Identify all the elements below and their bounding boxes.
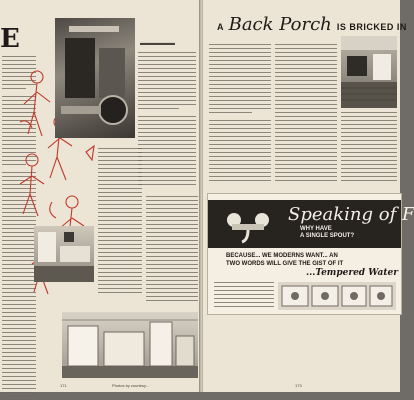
headline-post: IS BRICKED IN xyxy=(336,22,407,32)
left-photo-credit: Photos by courtesy... xyxy=(112,383,150,388)
right-text-column-3 xyxy=(341,112,397,186)
ad-why-line-1: WHY HAVE xyxy=(300,226,332,232)
headline-pre: A xyxy=(217,22,224,32)
right-text-column-1 xyxy=(209,44,271,184)
laundry-room-photo xyxy=(62,312,198,378)
bricked-porch-photo xyxy=(341,36,397,108)
ad-why-text xyxy=(300,226,354,240)
ad-tempered-water: ...Tempered Water xyxy=(306,268,399,278)
left-text-column-4 xyxy=(146,196,198,306)
ad-fixture-images xyxy=(278,282,396,310)
ad-why-line-2: A SINGLE SPOUT? xyxy=(300,233,355,239)
left-page xyxy=(0,0,200,392)
left-text-column-3 xyxy=(98,148,142,298)
ad-body-column-1 xyxy=(214,282,274,312)
laundry-drawing xyxy=(62,312,198,378)
machinery-drawing xyxy=(55,18,135,138)
ad-title: Speaking of F xyxy=(288,204,414,225)
ad-because-text xyxy=(226,252,343,268)
left-folio: 171 xyxy=(60,383,67,388)
faucet-icon xyxy=(218,204,278,244)
right-page xyxy=(203,0,414,392)
ad-because-line-2: TWO WORDS WILL GIVE THE GIST OF IT xyxy=(226,261,344,267)
kitchen-interior-photo xyxy=(34,226,94,282)
right-folio: 173 xyxy=(295,383,302,388)
tempered-water-ad xyxy=(207,193,414,315)
article-headline xyxy=(217,14,407,35)
left-text-column-2 xyxy=(138,52,196,192)
ad-because-line-1: BECAUSE... WE MODERNS WANT... AN xyxy=(226,253,338,259)
fixture-drawings xyxy=(278,282,396,310)
headline-italic: Back Porch xyxy=(228,14,332,35)
left-red-heading: ▬▬▬▬▬ xyxy=(140,40,175,47)
kitchen-drawing xyxy=(34,226,94,282)
left-headline-fragment: E xyxy=(0,24,20,54)
machinery-photo xyxy=(55,18,135,138)
right-text-column-2 xyxy=(275,44,337,184)
porch-drawing xyxy=(341,36,397,108)
